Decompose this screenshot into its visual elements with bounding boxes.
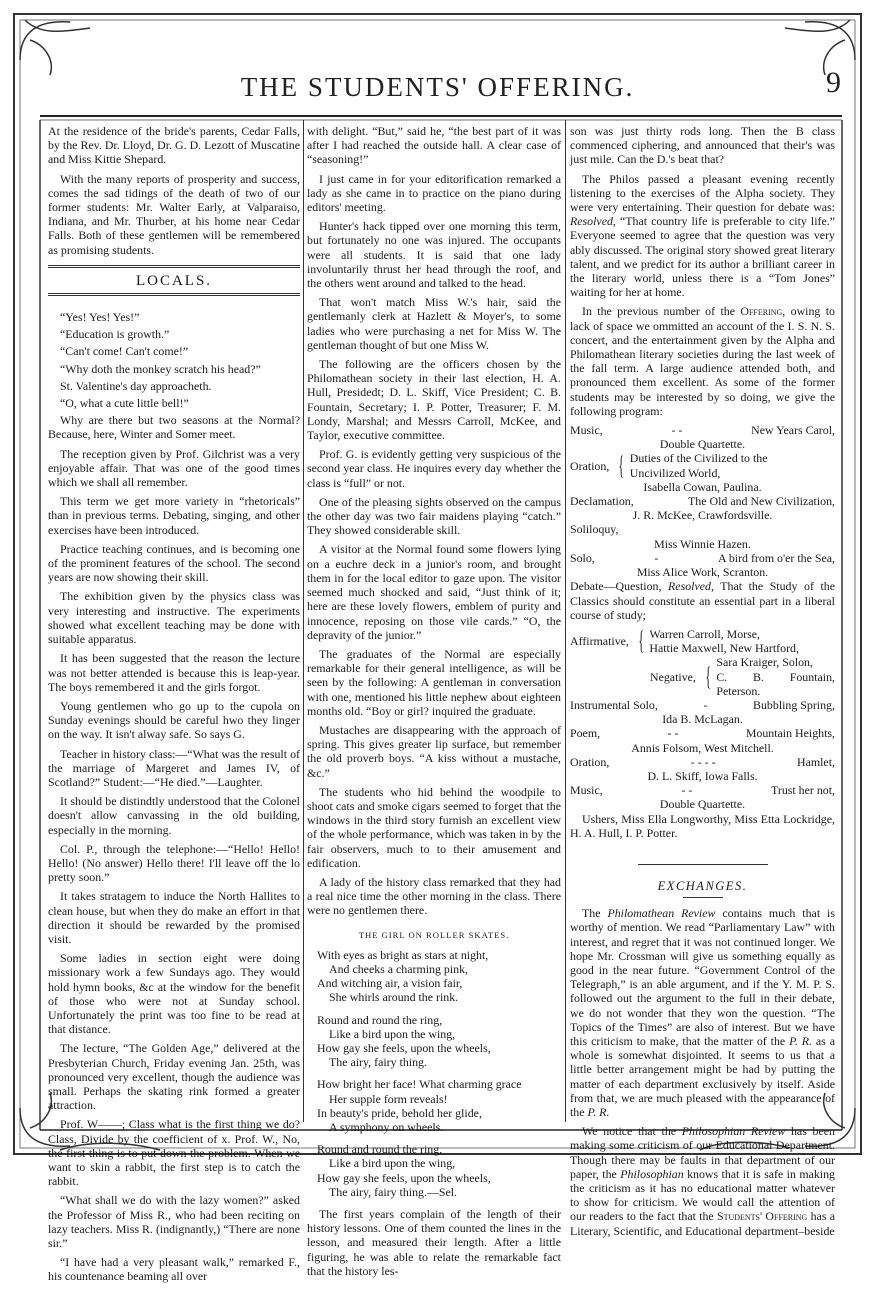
paragraph bbox=[570, 579, 835, 622]
text-run: , That the Study of the Classics should constitute an essential part in a liberal course of study; bbox=[570, 579, 835, 622]
page-title: THE STUDENTS' OFFERING. bbox=[240, 72, 635, 102]
text-run: That won't match Miss W.'s hair, said the gentlemanly clerk at Hazlett & Moyer's, to some ladies who were purchasing a net for Miss W. The gentleman thought of but one Miss W. bbox=[307, 295, 561, 352]
program-separator: - bbox=[654, 550, 659, 565]
program-performer: Isabella Cowan, Paulina. bbox=[643, 479, 762, 494]
program-brace-item bbox=[570, 655, 835, 698]
poem-line: Round and round the ring, bbox=[317, 1142, 443, 1157]
italic-text: Philosophian bbox=[620, 1166, 684, 1181]
text-run: I just came in for your editorification remarked a lady as she came in to practice on the piano during editors' meeting. bbox=[307, 171, 561, 215]
paragraph bbox=[307, 723, 561, 780]
text-run: The lecture, “The Golden Age,” delivered at the Presbyterian Church, Friday evening Jan. 25th, was pronounced very excellent, though the audience was small. Perhaps the skating rink formed a greater attraction. bbox=[48, 1041, 300, 1113]
text-run: The Philos passed a pleasant evening recently listening to the exercises of the Alpha society. They were very entertaining. Their question for debate was: bbox=[570, 171, 835, 215]
paragraph bbox=[48, 1117, 300, 1188]
program-performer: J. R. McKee, Crawfordsville. bbox=[632, 508, 773, 523]
divider bbox=[683, 897, 723, 898]
program-name: Warren Carroll, Morse, bbox=[649, 626, 761, 641]
quote-line bbox=[48, 344, 300, 358]
program-title: Trust her not, bbox=[771, 783, 835, 798]
paragraph bbox=[570, 812, 835, 840]
paragraph bbox=[570, 124, 835, 167]
text-run: Why are there but two seasons at the Normal? Because, here, Winter and Somer meet. bbox=[48, 413, 300, 442]
text-run: Teacher in history class:—“What was the result of the marriage of Margeret and James IV, of Scotland?” Student:—“He died.”—Laughter. bbox=[48, 746, 300, 789]
text-run: At the residence of the bride's parents, Cedar Falls, by the Rev. Dr. Lloyd, Dr. G. D. Lezott of Muscatine and Miss Kittie Shepard. bbox=[48, 124, 300, 167]
program-name: C. B. Fountain, Peterson. bbox=[716, 669, 835, 698]
text-run: A visitor at the Normal found some flowers lying on a euchre deck in a junior's room, and brought them in for the local editor to gaze upon. The visitor seemed much shocked and said, “Just think of it; here are these lovely flowers, emblem of purity and innocence, reposing on those vile cards.” “O, the depravity of the junior.” bbox=[307, 542, 561, 642]
text-run: , owing to lack of space we ommitted an account of the I. S. N. S. concert, and the entertainment given by the Alpha and Philomathean literary societies during the last week of the fall term. A large audience attended both, and pronounced them excellent. As some of the former students may be interested by so doing, we give the following program: bbox=[570, 304, 835, 418]
program-title: The Old and New Civilization, bbox=[688, 494, 835, 509]
quote-line bbox=[48, 379, 300, 393]
text-run: “O, what a cute little bell!” bbox=[60, 396, 189, 411]
brace-icon: { bbox=[618, 450, 625, 480]
program-brace-item bbox=[570, 627, 835, 655]
poem-line: She whirls around the rink. bbox=[329, 990, 459, 1005]
italic-text: Philosophian Review bbox=[681, 1124, 786, 1139]
poem-stanza bbox=[317, 1077, 561, 1134]
small-caps-text: Students' Offering bbox=[716, 1209, 808, 1224]
text-run: Some ladies in section eight were doing missionary work a few Sundays ago. They would hold hymn books, &c at the window for the benefit of those who were not at Sunday school. Unfortunately the print was too fine to be read at that distance. bbox=[48, 951, 300, 1037]
quote-line bbox=[48, 310, 300, 324]
text-run: The reception given by Prof. Gilchrist was a very enjoyable affair. That was one of the good times which we shall all remember. bbox=[48, 446, 300, 490]
section-heading-exchanges: EXCHANGES. bbox=[657, 878, 748, 893]
paragraph bbox=[570, 906, 835, 1119]
program-label: Music, bbox=[570, 423, 603, 438]
program-name: Hattie Maxwell, New Hartford, bbox=[649, 641, 799, 656]
program-performer: Double Quartette. bbox=[659, 797, 746, 812]
program-title: New Years Carol, bbox=[751, 423, 835, 438]
paragraph bbox=[48, 1193, 300, 1250]
text-run: has been making some criticism of our Educational Department. Though there may be faults in that department of our paper, the bbox=[570, 1124, 835, 1181]
program-item bbox=[570, 755, 835, 769]
paragraph bbox=[48, 699, 300, 742]
program-separator: - - bbox=[671, 423, 683, 438]
text-run: knows that it is safe in making the criticism as it has no educational matter whatever to show for criticism. We would call the attention of our readers to the fact that the bbox=[570, 1166, 835, 1224]
poem-line: Like a bird upon the wing, bbox=[329, 1156, 456, 1171]
italic-text: Philomathean Review bbox=[607, 906, 716, 921]
text-run: has a Literary, Scientific, and Educational department–beside bbox=[570, 1209, 835, 1238]
poem-line: In beauty's pride, behold her glide, bbox=[317, 1105, 482, 1120]
poem-stanza bbox=[317, 948, 561, 1005]
paragraph bbox=[48, 1255, 300, 1283]
text-run: “Yes! Yes! Yes!” bbox=[60, 310, 140, 325]
column-3 bbox=[570, 124, 835, 1243]
program-performer: Annis Folsom, West Mitchell. bbox=[631, 740, 774, 755]
program-name: Sara Kraiger, Solon, bbox=[716, 655, 813, 670]
text-run: A lady of the history class remarked that they had a real nice time the other morning in the class. There were no gentlemen there. bbox=[307, 874, 561, 918]
paragraph bbox=[307, 124, 561, 167]
poem-line: The airy, fairy thing. bbox=[329, 1055, 427, 1070]
poem-line: Her supple form reveals! bbox=[329, 1091, 448, 1106]
paragraph bbox=[48, 124, 300, 167]
program-title: Mountain Heights, bbox=[745, 726, 835, 741]
paragraph bbox=[48, 951, 300, 1036]
program-performer: D. L. Skiff, Iowa Falls. bbox=[647, 768, 758, 783]
program-performer: Miss Winnie Hazen. bbox=[654, 536, 751, 551]
text-run: The graduates of the Normal are especially remarkable for their general intelligence, as will be seen by the following: A gentleman in conversation with one, mentioned his little nephew about eighteen months old. “Boy or girl? inquired the graduate. bbox=[307, 646, 561, 718]
section-heading-locals: LOCALS. bbox=[48, 265, 300, 296]
program-label: Declamation, bbox=[570, 494, 634, 509]
poem-line: Round and round the ring, bbox=[317, 1012, 443, 1027]
program-label: Oration, bbox=[570, 458, 610, 473]
text-run: as a whole is somewhat disjointed. It seems to us that a little better arrangement might be had by putting the matter of each department exclusively by itself. Aside from that, we are much pleased with the appearance of the bbox=[570, 1033, 835, 1119]
paragraph bbox=[570, 172, 835, 300]
program-separator: - bbox=[703, 697, 708, 712]
program-label: Music, bbox=[570, 783, 603, 798]
program-names bbox=[649, 627, 799, 655]
program-label: Soliloquy, bbox=[570, 522, 619, 537]
quote-line bbox=[48, 362, 300, 376]
text-run: Practice teaching continues, and is becoming one of the prominent features of the school. The second years are now showing their skill. bbox=[48, 541, 300, 585]
paragraph bbox=[48, 172, 300, 257]
text-run: The students who hid behind the woodpile to shoot cats and smoke cigars seemed to forget that the windows in the third story furnish an excellent view of the whole performance, which was taken in by the fair observers, much to to their amusement and edification. bbox=[307, 784, 561, 870]
paragraph bbox=[48, 842, 300, 885]
poem-line: And witching air, a vision fair, bbox=[317, 976, 463, 991]
paragraph bbox=[570, 1124, 835, 1238]
text-run: “I have had a very pleasant walk,” remarked F., his countenance beaming all over bbox=[48, 1255, 300, 1284]
program-label: Oration, bbox=[570, 754, 610, 769]
program-item bbox=[570, 726, 835, 740]
text-run: In the previous number of the bbox=[582, 304, 741, 319]
text-run: With the many reports of prosperity and success, comes the sad tidings of the death of two of our former students: Mr. Walter Early, at Valparaiso, Indiana, and Mr. Thurber, at his home near Cedar Falls. Both of these gentlemen will be remembered as promising students. bbox=[48, 171, 300, 257]
poem-line: And cheeks a charming pink, bbox=[329, 961, 469, 976]
program-separator: - - bbox=[667, 726, 679, 741]
program-title: Bubbling Spring, bbox=[753, 697, 835, 712]
paragraph bbox=[307, 219, 561, 290]
text-run: The bbox=[582, 906, 608, 921]
poem-title: THE GIRL ON ROLLER SKATES. bbox=[358, 929, 510, 940]
text-run: Mustaches are disappearing with the approach of spring. This gives greater lip surface, but remember the old proverb boys. “A kiss without a mustache, &c.” bbox=[307, 722, 561, 780]
poem-stanza bbox=[317, 1013, 561, 1070]
quote-line bbox=[48, 396, 300, 410]
program-label: Instrumental Solo, bbox=[570, 697, 658, 712]
paragraph bbox=[307, 542, 561, 641]
paragraph bbox=[48, 889, 300, 946]
paragraph bbox=[48, 651, 300, 694]
paragraph bbox=[570, 304, 835, 418]
column-2 bbox=[307, 124, 561, 1283]
text-run: , “That country life is preferable to city life.” Everyone seemed to agree that the question was very ably discussed. The original story showed great literary talent, and we predict for its author a brilliant career in the literary world, unless there is a “Tom Jones” waiting for her at home. bbox=[570, 214, 835, 300]
program-separator: - - - - bbox=[690, 754, 716, 769]
program-name: Duties of the Civilized to the bbox=[629, 451, 768, 466]
text-run: It should be distindtly understood that the Colonel doesn't allow canvassing in the old building, especially in the morning. bbox=[48, 794, 300, 837]
program-brace-item bbox=[570, 451, 835, 479]
paragraph bbox=[48, 747, 300, 790]
program-label: Negative, bbox=[650, 669, 696, 684]
program-separator: - - bbox=[681, 783, 693, 798]
italic-text: Resolved bbox=[668, 579, 711, 594]
program-names bbox=[630, 451, 768, 479]
program-title: Hamlet, bbox=[797, 754, 835, 769]
text-run: “Education is growth.” bbox=[60, 327, 170, 342]
paragraph bbox=[48, 542, 300, 585]
poem-stanza bbox=[317, 1142, 561, 1199]
program-performer: Double Quartette. bbox=[659, 437, 746, 452]
text-run: “What shall we do with the lazy women?” asked the Professor of Miss R., who had been reciting on lazy teachers. Miss R. (indignantly,) “There are none sir.” bbox=[48, 1193, 300, 1251]
program-item bbox=[570, 698, 835, 712]
program-names bbox=[716, 655, 835, 698]
text-run: We notice that the bbox=[582, 1124, 682, 1139]
small-caps-text: Offering bbox=[740, 304, 783, 319]
poem-line: How gay she feels, upon the wheels, bbox=[317, 1170, 491, 1185]
program-item bbox=[570, 551, 835, 565]
program-label: Solo, bbox=[570, 550, 595, 565]
quote-line bbox=[48, 327, 300, 341]
poem-line: The airy, fairy thing.—Sel. bbox=[329, 1184, 458, 1199]
paragraph bbox=[307, 295, 561, 352]
paragraph bbox=[48, 494, 300, 537]
italic-text: Resolved bbox=[570, 214, 613, 229]
text-run: contains much that is worthy of mention. We read “Parliamentary Law” with interest, and regret that it was not continued longer. We hope Mr. Crossman will give us something equally as good in the near future. “Government Control of the Telegraph,” is an able argument, and if the Y. M. P. S. followed out the argument to the full in their debate, we do not wonder that they won the question. “The Topics of the Times” are also of interest. But we have this criticism to make, that the matter of the bbox=[570, 906, 835, 1048]
paragraph bbox=[48, 1041, 300, 1112]
brace-icon: { bbox=[705, 661, 711, 691]
text-run: The first years complain of the length of their history lessons. One of them counted the lines in the lesson, and measured their length. After a little figuring, he was able to relate the remarkable fact that the history les- bbox=[307, 1207, 561, 1278]
poem-line: With eyes as bright as stars at night, bbox=[317, 947, 489, 962]
paragraph bbox=[307, 1207, 561, 1278]
paragraph bbox=[307, 447, 561, 490]
text-run: Prof. G. is evidently getting very suspicious of the second year class. He inquires every day whether the class is “full” or not. bbox=[307, 447, 561, 490]
paragraph bbox=[307, 172, 561, 215]
program-item bbox=[570, 423, 835, 437]
paragraph bbox=[307, 875, 561, 918]
program-item bbox=[570, 783, 835, 797]
text-run: “Can't come! Can't come!” bbox=[60, 344, 189, 359]
text-run: Hunter's hack tipped over one morning this term, but fortunately no one was injured. The occupants were all students. It is said that one lady involuntarily thrust her head through the roof, and the others went around and talked to the head. bbox=[307, 219, 561, 291]
poem-line: A symphony on wheels. bbox=[329, 1120, 444, 1134]
text-run: It has been suggested that the reason the lecture was not better attended is because this is leap-year. The boys remembered it and the girls forgot. bbox=[48, 651, 300, 694]
poem-line: How gay she feels, upon the wheels, bbox=[317, 1040, 491, 1055]
column-1 bbox=[48, 124, 300, 1289]
text-run: St. Valentine's day approacheth. bbox=[60, 378, 212, 393]
paragraph bbox=[307, 357, 561, 442]
program-performer: Miss Alice Work, Scranton. bbox=[636, 565, 769, 580]
program-title: A bird from o'er the Sea, bbox=[717, 550, 835, 565]
paragraph bbox=[48, 413, 300, 441]
program-item bbox=[570, 522, 835, 536]
text-run: One of the pleasing sights observed on the campus the other day was two fair maidens playing “catch.” They showed considerable skill. bbox=[307, 494, 561, 538]
italic-text: P. R. bbox=[587, 1105, 610, 1119]
text-run: This term we get more variety in “rhetoricals” than in previous terms. Debating, singing, and other exercises have been introduced. bbox=[48, 494, 300, 537]
column-divider bbox=[565, 120, 566, 1122]
program-item bbox=[570, 494, 835, 508]
paragraph bbox=[48, 447, 300, 490]
poem-line: How bright her face! What charming grace bbox=[317, 1077, 522, 1092]
text-run: son was just thirty rods long. Then the B class commenced ciphering, and announced that their's was just mile. Can the D.'s beat that? bbox=[570, 124, 835, 167]
brace-icon: { bbox=[638, 626, 644, 656]
paragraph bbox=[48, 794, 300, 837]
text-run: with delight. “But,” said he, “the best part of it was after I had reached the outside hall. A clear case of “seasoning!” bbox=[307, 124, 561, 167]
text-run: “Why doth the monkey scratch his head?” bbox=[60, 361, 261, 376]
text-run: Col. P., through the telephone:—“Hello! Hello! Hello! (No answer) Hello there! I'll leave off the lo pretty soon.” bbox=[48, 841, 300, 885]
divider bbox=[638, 864, 768, 865]
program-label: Poem, bbox=[570, 726, 601, 741]
text-run: Debate—Question, bbox=[570, 579, 669, 594]
poem-line: Like a bird upon the wing, bbox=[329, 1026, 456, 1041]
program-label: Affirmative, bbox=[570, 634, 629, 648]
text-run: The exhibition given by the physics class was very interesting and instructive. The experiments showed what excellent teaching may be done with suitable apparatus. bbox=[48, 589, 300, 647]
paragraph bbox=[307, 785, 561, 870]
paragraph bbox=[307, 647, 561, 718]
text-run: The following are the officers chosen by the Philomathean society in their last election, H. A. Hull, Presidedt; D. L. Skiff, Vice President; C. B. Fountain, Secretary; I. P. Potter, Treasurer; F. M. Londy, Marshal; and Messrs Carroll, McKee, and Taylor, executive committee. bbox=[307, 357, 561, 443]
text-run: Prof. W——; Class what is the first thing we do? Class, Divide by the coefficient of x. Prof. W., No, the first thing is to put down the problem. When we want to skin a rabbit, the first step is to catch the rabbit. bbox=[48, 1117, 300, 1189]
exchanges-section bbox=[570, 864, 835, 898]
program-name: Uncivilized World, bbox=[629, 465, 721, 480]
text-run: It takes stratagem to induce the North Hallites to clean house, but when they do make an effort in that direction it should be rewarded by the promised visit. bbox=[48, 889, 300, 946]
text-run: Young gentlemen who go up to the cupola on Sunday evenings should be careful hwo they linger on the way. It isn't alway safe. So says G. bbox=[48, 698, 300, 742]
paragraph bbox=[48, 589, 300, 646]
text-run: Ushers, Miss Ella Longworthy, Miss Etta Lockridge, H. A. Hull, I. P. Potter. bbox=[570, 811, 835, 840]
column-divider bbox=[303, 120, 304, 1122]
page-number: 9 bbox=[826, 66, 841, 99]
program-performer: Ida B. McLagan. bbox=[662, 712, 743, 727]
paragraph bbox=[307, 495, 561, 538]
italic-text: P. R. bbox=[789, 1033, 812, 1048]
